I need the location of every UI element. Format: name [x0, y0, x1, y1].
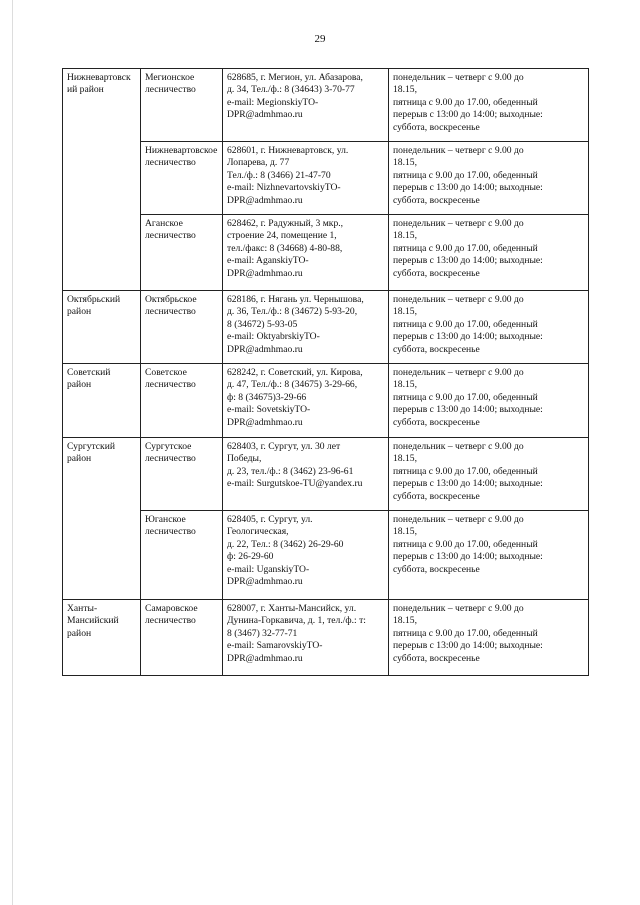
address-cell — [223, 69, 389, 142]
forestry-cell — [141, 291, 223, 364]
schedule-text: понедельник – четверг с 9.00 до 18.15, пятница с 9.00 до 17.00, обеденный перерыв с 13:00 до 14:00; выходные: суббота, воскресенье — [393, 72, 543, 133]
address-text: 628403, г. Сургут, ул. 30 лет Победы, д. 23, тел./ф.: 8 (3462) 23-96-61 e-mail: Surgutskoe-TU@yandex.ru — [227, 441, 363, 490]
schedule-text: понедельник – четверг с 9.00 до 18.15, пятница с 9.00 до 17.00, обеденный перерыв с 13:00 до 14:00; выходные: суббота, воскресенье — [393, 145, 543, 206]
district-cell — [63, 438, 141, 600]
table-row — [63, 69, 589, 142]
forestry-name: Самаровское лесничество — [145, 603, 198, 627]
schedule-cell — [389, 364, 589, 438]
forestry-cell — [141, 511, 223, 600]
district-cell — [63, 69, 141, 291]
forestry-name: Октябрьское лесничество — [145, 294, 197, 318]
district-name: Ханты- Мансийский район — [67, 603, 119, 639]
scan-edge-line — [12, 0, 13, 905]
forestry-cell — [141, 142, 223, 215]
schedule-cell — [389, 600, 589, 676]
schedule-cell — [389, 142, 589, 215]
address-cell — [223, 364, 389, 438]
page-number: 29 — [314, 33, 326, 45]
forestry-contacts-table — [62, 68, 589, 676]
forestry-name: Аганское лесничество — [145, 218, 196, 242]
forestry-cell — [141, 438, 223, 511]
forestry-cell — [141, 364, 223, 438]
table-row — [63, 438, 589, 511]
table-row — [63, 600, 589, 676]
forestry-cell — [141, 600, 223, 676]
table-row — [63, 511, 589, 600]
address-cell — [223, 438, 389, 511]
forestry-name: Юганское лесничество — [145, 514, 196, 538]
district-cell — [63, 600, 141, 676]
address-cell — [223, 511, 389, 600]
address-text: 628007, г. Ханты-Мансийск, ул. Дунина-Горкавича, д. 1, тел./ф.: т: 8 (3467) 32-77-71 e-mail: SamarovskiyTO- DPR@admhmao.ru — [227, 603, 366, 664]
forestry-cell — [141, 215, 223, 291]
address-cell — [223, 291, 389, 364]
forestry-name: Мегионское лесничество — [145, 72, 196, 96]
schedule-cell — [389, 215, 589, 291]
address-cell — [223, 215, 389, 291]
table-row — [63, 364, 589, 438]
schedule-cell — [389, 511, 589, 600]
address-text: 628462, г. Радужный, 3 мкр., строение 24, помещение 1, тел./факс: 8 (34668) 4-80-88, e-mail: AganskiyTO- DPR@admhmao.ru — [227, 218, 344, 279]
district-name: Нижневартовск ий район — [67, 72, 131, 96]
district-cell — [63, 291, 141, 364]
address-cell — [223, 142, 389, 215]
schedule-text: понедельник – четверг с 9.00 до 18.15, пятница с 9.00 до 17.00, обеденный перерыв с 13:00 до 14:00; выходные: суббота, воскресенье — [393, 603, 543, 664]
table-row — [63, 142, 589, 215]
forestry-name: Сургутское лесничество — [145, 441, 196, 465]
schedule-text: понедельник – четверг с 9.00 до 18.15, пятница с 9.00 до 17.00, обеденный перерыв с 13:00 до 14:00; выходные: суббота, воскресенье — [393, 367, 543, 428]
district-cell — [63, 364, 141, 438]
table-row — [63, 291, 589, 364]
forestry-name: Советское лесничество — [145, 367, 196, 391]
table-row — [63, 215, 589, 291]
address-text: 628405, г. Сургут, ул. Геологическая, д. 22, Тел.: 8 (3462) 26-29-60 ф: 26-29-60 e-mail: UganskiyTO- DPR@admhmao.ru — [227, 514, 344, 588]
forestry-cell — [141, 69, 223, 142]
address-text: 628601, г. Нижневартовск, ул. Лопарева, д. 77 Тел./ф.: 8 (3466) 21-47-70 e-mail: NizhnevartovskiyTO- DPR@admhmao.ru — [227, 145, 349, 206]
schedule-text: понедельник – четверг с 9.00 до 18.15, пятница с 9.00 до 17.00, обеденный перерыв с 13:00 до 14:00; выходные: суббота, воскресенье — [393, 514, 543, 575]
address-text: 628242, г. Советский, ул. Кирова, д. 47, Тел./ф.: 8 (34675) 3-29-66, ф: 8 (34675)3-29-66 e-mail: SovetskiyTO- DPR@admhmao.ru — [227, 367, 363, 428]
schedule-cell — [389, 291, 589, 364]
district-name: Октябрьский район — [67, 294, 121, 318]
district-name: Сургутский район — [67, 441, 115, 465]
schedule-text: понедельник – четверг с 9.00 до 18.15, пятница с 9.00 до 17.00, обеденный перерыв с 13:00 до 14:00; выходные: суббота, воскресенье — [393, 218, 543, 279]
schedule-text: понедельник – четверг с 9.00 до 18.15, пятница с 9.00 до 17.00, обеденный перерыв с 13:00 до 14:00; выходные: суббота, воскресенье — [393, 441, 543, 502]
district-name: Советский район — [67, 367, 111, 391]
forestry-name: Нижневартовское лесничество — [145, 145, 218, 169]
address-text: 628186, г. Нягань ул. Чернышова, д. 36, Тел./ф.: 8 (34672) 5-93-20, 8 (34672) 5-93-05 e-mail: OktyabrskiyTO- DPR@admhmao.ru — [227, 294, 364, 355]
schedule-cell — [389, 69, 589, 142]
schedule-cell — [389, 438, 589, 511]
schedule-text: понедельник – четверг с 9.00 до 18.15, пятница с 9.00 до 17.00, обеденный перерыв с 13:00 до 14:00; выходные: суббота, воскресенье — [393, 294, 543, 355]
address-cell — [223, 600, 389, 676]
address-text: 628685, г. Мегион, ул. Абазарова, д. 34, Тел./ф.: 8 (34643) 3-70-77 e-mail: MegionskiyTO- DPR@admhmao.ru — [227, 72, 363, 121]
